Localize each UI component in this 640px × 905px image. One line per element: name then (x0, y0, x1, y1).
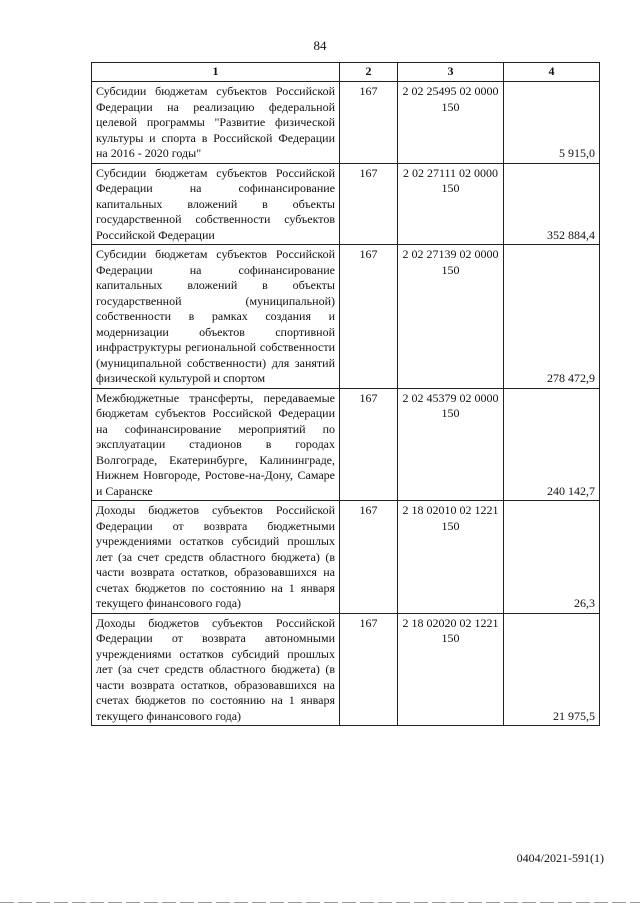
row-admin-code: 167 (340, 163, 398, 245)
row-description: Субсидии бюджетам субъектов Российской Федерации на софинансирование капитальных вложений в объекты государственной (муниципальной) собственности в рамках создания и модернизации объектов спортивной инфраструктуры региональной собственности (муниципальной собственности) для занятий физической культурой и спортом (92, 245, 340, 389)
row-admin-code: 167 (340, 245, 398, 389)
row-budget-code: 2 02 25495 02 0000 150 (398, 82, 504, 164)
row-budget-code: 2 18 02020 02 1221 150 (398, 613, 504, 726)
header-col-1: 1 (92, 63, 340, 82)
row-budget-code: 2 02 27111 02 0000 150 (398, 163, 504, 245)
row-description: Доходы бюджетов субъектов Российской Федерации от возврата автономными учреждениями остатков субсидий прошлых лет (за счет средств областного бюджета) (в части возврата остатков, образовавшихся на счетах бюджетов по состоянию на 1 января текущего финансового года) (92, 613, 340, 726)
table-row (92, 82, 600, 164)
row-admin-code: 167 (340, 613, 398, 726)
budget-table (91, 62, 600, 726)
table-row (92, 388, 600, 501)
row-amount: 21 975,5 (504, 613, 600, 726)
row-amount: 278 472,9 (504, 245, 600, 389)
row-amount: 5 915,0 (504, 82, 600, 164)
row-admin-code: 167 (340, 501, 398, 614)
row-amount: 26,3 (504, 501, 600, 614)
row-description: Субсидии бюджетам субъектов Российской Федерации на реализацию федеральной целевой программы "Развитие физической культуры и спорта в Российской Федерации на 2016 - 2020 годы" (92, 82, 340, 164)
row-description: Субсидии бюджетам субъектов Российской Федерации на софинансирование капитальных вложений в объекты государственной собственности субъектов Российской Федерации (92, 163, 340, 245)
row-admin-code: 167 (340, 82, 398, 164)
page-number: 84 (313, 38, 327, 53)
table-row (92, 163, 600, 245)
table-row (92, 245, 600, 389)
row-budget-code: 2 02 45379 02 0000 150 (398, 388, 504, 501)
table-row (92, 501, 600, 614)
row-description: Межбюджетные трансферты, передаваемые бюджетам субъектов Российской Федерации на софинансирование мероприятий по эксплуатации стадионов в городах Волгограде, Екатеринбурге, Калининграде, Нижнем Новгороде, Ростове-на-Дону, Самаре и Саранске (92, 388, 340, 501)
table-row (92, 613, 600, 726)
row-admin-code: 167 (340, 388, 398, 501)
row-budget-code: 2 18 02010 02 1221 150 (398, 501, 504, 614)
row-amount: 240 142,7 (504, 388, 600, 501)
document-id: 0404/2021-591(1) (516, 851, 604, 865)
header-col-4: 4 (504, 63, 600, 82)
scan-edge-line (0, 902, 640, 903)
row-amount: 352 884,4 (504, 163, 600, 245)
row-description: Доходы бюджетов субъектов Российской Федерации от возврата бюджетными учреждениями остатков субсидий прошлых лет (за счет средств областного бюджета) (в части возврата остатков, образовавшихся на счетах бюджетов по состоянию на 1 января текущего финансового года) (92, 501, 340, 614)
header-col-3: 3 (398, 63, 504, 82)
header-col-2: 2 (340, 63, 398, 82)
row-budget-code: 2 02 27139 02 0000 150 (398, 245, 504, 389)
table-header-row (92, 63, 600, 82)
